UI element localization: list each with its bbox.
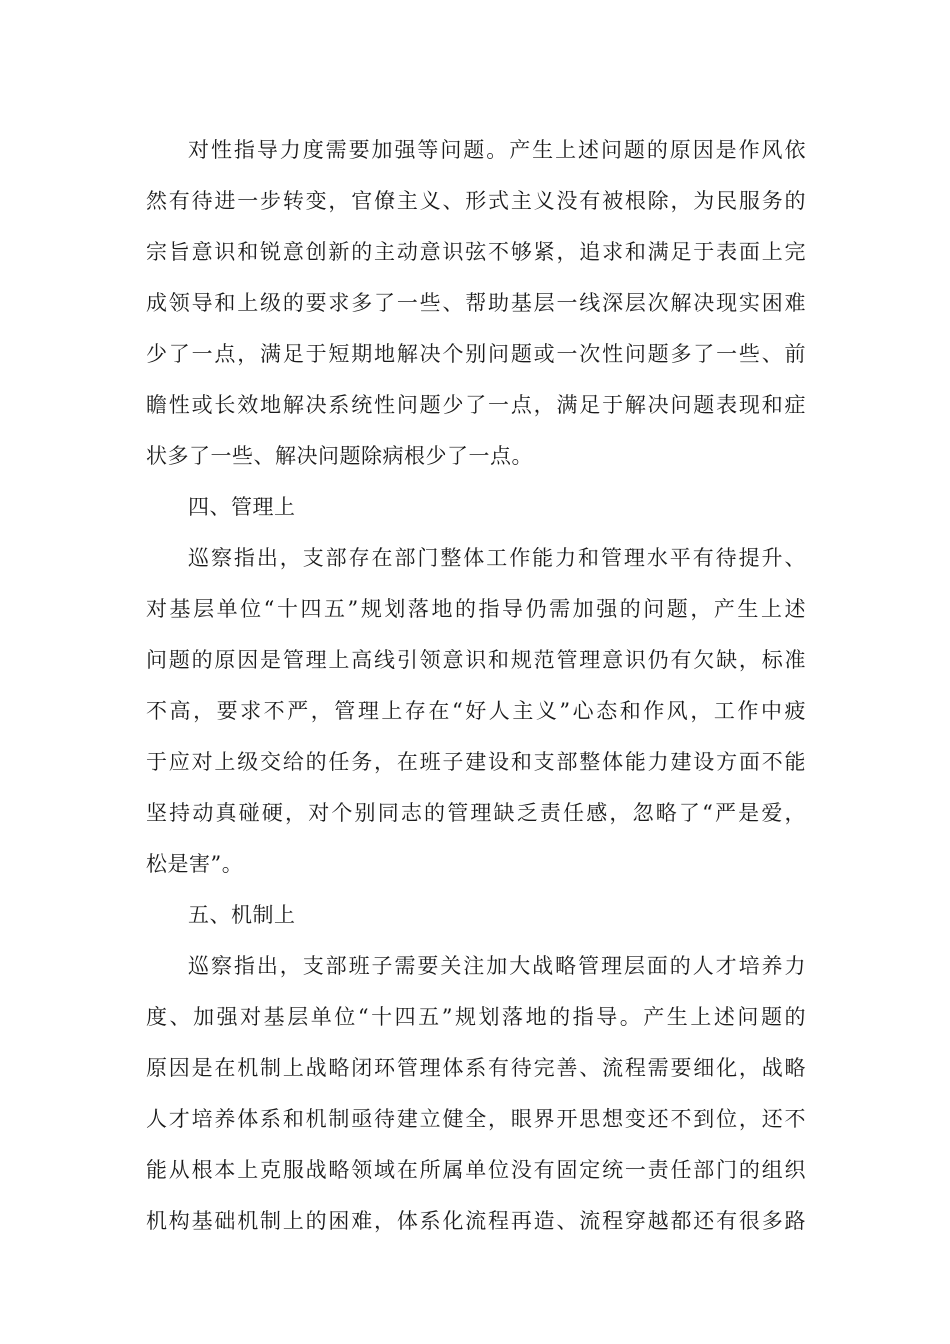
paragraph-line: 宗旨意识和锐意创新的主动意识弦不够紧，追求和满足于表面上完	[146, 240, 806, 264]
paragraph-line: 度、加强对基层单位“十四五”规划落地的指导。产生上述问题的	[146, 1005, 806, 1029]
paragraph-line: 对性指导力度需要加强等问题。产生上述问题的原因是作风依	[188, 138, 806, 162]
paragraph-line: 巡察指出，支部存在部门整体工作能力和管理水平有待提升、	[188, 546, 806, 570]
paragraph-line: 机构基础机制上的困难，体系化流程再造、流程穿越都还有很多路	[146, 1209, 806, 1233]
paragraph-line: 成领导和上级的要求多了一些、帮助基层一线深层次解决现实困难	[146, 291, 806, 315]
paragraph-line: 瞻性或长效地解决系统性问题少了一点，满足于解决问题表现和症	[146, 393, 806, 417]
paragraph-line: 原因是在机制上战略闭环管理体系有待完善、流程需要细化，战略	[146, 1056, 806, 1080]
paragraph-line: 松是害”。	[146, 852, 244, 876]
section-heading-mechanism: 五、机制上	[188, 903, 296, 927]
paragraph-line: 问题的原因是管理上高线引领意识和规范管理意识仍有欠缺，标准	[146, 648, 806, 672]
paragraph-line: 能从根本上克服战略领域在所属单位没有固定统一责任部门的组织	[146, 1158, 806, 1182]
paragraph-line: 少了一点，满足于短期地解决个别问题或一次性问题多了一些、前	[146, 342, 806, 366]
paragraph-line: 然有待进一步转变，官僚主义、形式主义没有被根除，为民服务的	[146, 189, 806, 213]
paragraph-line: 状多了一些、解决问题除病根少了一点。	[146, 444, 533, 468]
section-heading-management: 四、管理上	[188, 495, 296, 519]
paragraph-line: 对基层单位“十四五”规划落地的指导仍需加强的问题，产生上述	[146, 597, 806, 621]
paragraph-line: 坚持动真碰硬，对个别同志的管理缺乏责任感，忽略了“严是爱，	[146, 801, 806, 825]
paragraph-line: 人才培养体系和机制亟待建立健全，眼界开思想变还不到位，还不	[146, 1107, 806, 1131]
paragraph-line: 于应对上级交给的任务，在班子建设和支部整体能力建设方面不能	[146, 750, 806, 774]
paragraph-line: 巡察指出，支部班子需要关注加大战略管理层面的人才培养力	[188, 954, 806, 978]
paragraph-line: 不高，要求不严，管理上存在“好人主义”心态和作风，工作中疲	[146, 699, 806, 723]
